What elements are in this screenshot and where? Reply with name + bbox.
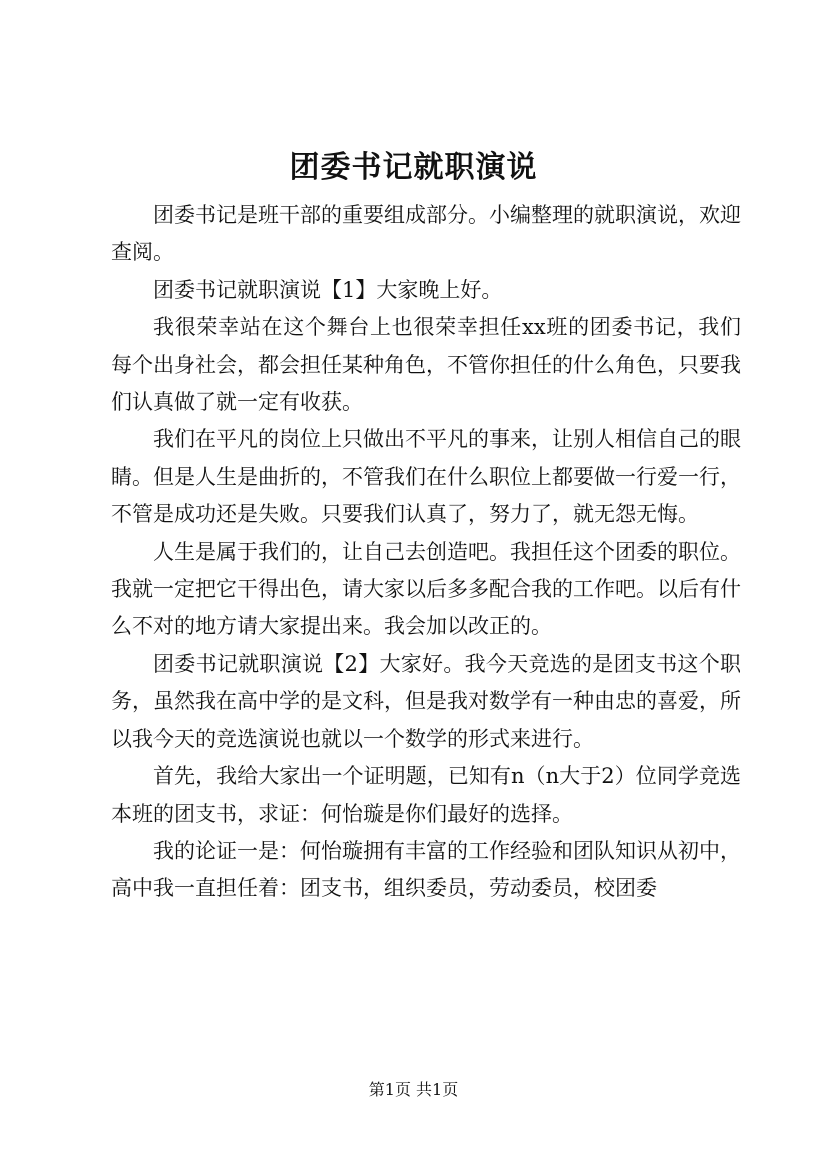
page-footer: 第1页 共1页: [368, 1080, 459, 1099]
paragraph: 团委书记就职演说【2】大家好。我今天竞选的是团支书这个职务，虽然我在高中学的是文科，但是我对数学有一种由忠的喜爱，所以我今天的竞选演说也就以一个数学的形式来进行。: [111, 651, 741, 751]
paragraph: 我的论证一是：何怡璇拥有丰富的工作经验和团队知识从初中，高中我一直担任着：团支书，组织委员，劳动委员，校团委: [111, 838, 741, 901]
paragraph: 我们在平凡的岗位上只做出不平凡的事来，让别人相信自己的眼睛。但是人生是曲折的，不管我们在什么职位上都要做一行爱一行，不管是成功还是失败。只要我们认真了，努力了，就无怨无悔。: [111, 427, 741, 527]
paragraph: 首先，我给大家出一个证明题，已知有n（n大于2）位同学竞选本班的团支书，求证：何怡璇是你们最好的选择。: [111, 764, 741, 826]
paragraph: 人生是属于我们的，让自己去创造吧。我担任这个团委的职位。我就一定把它干得出色，请大家以后多多配合我的工作吧。以后有什么不对的地方请大家提出来。我会加以改正的。: [111, 539, 741, 639]
paragraph: 我很荣幸站在这个舞台上也很荣幸担任xx班的团委书记，我们每个出身社会，都会担任某种角色，不管你担任的什么角色，只要我们认真做了就一定有收获。: [111, 315, 741, 415]
paragraph: 团委书记就职演说【1】大家晚上好。: [153, 277, 503, 302]
paragraph: 团委书记是班干部的重要组成部分。小编整理的就职演说，欢迎查阅。: [111, 203, 741, 265]
document-title: 团委书记就职演说: [289, 150, 538, 185]
document-body: [111, 197, 741, 908]
